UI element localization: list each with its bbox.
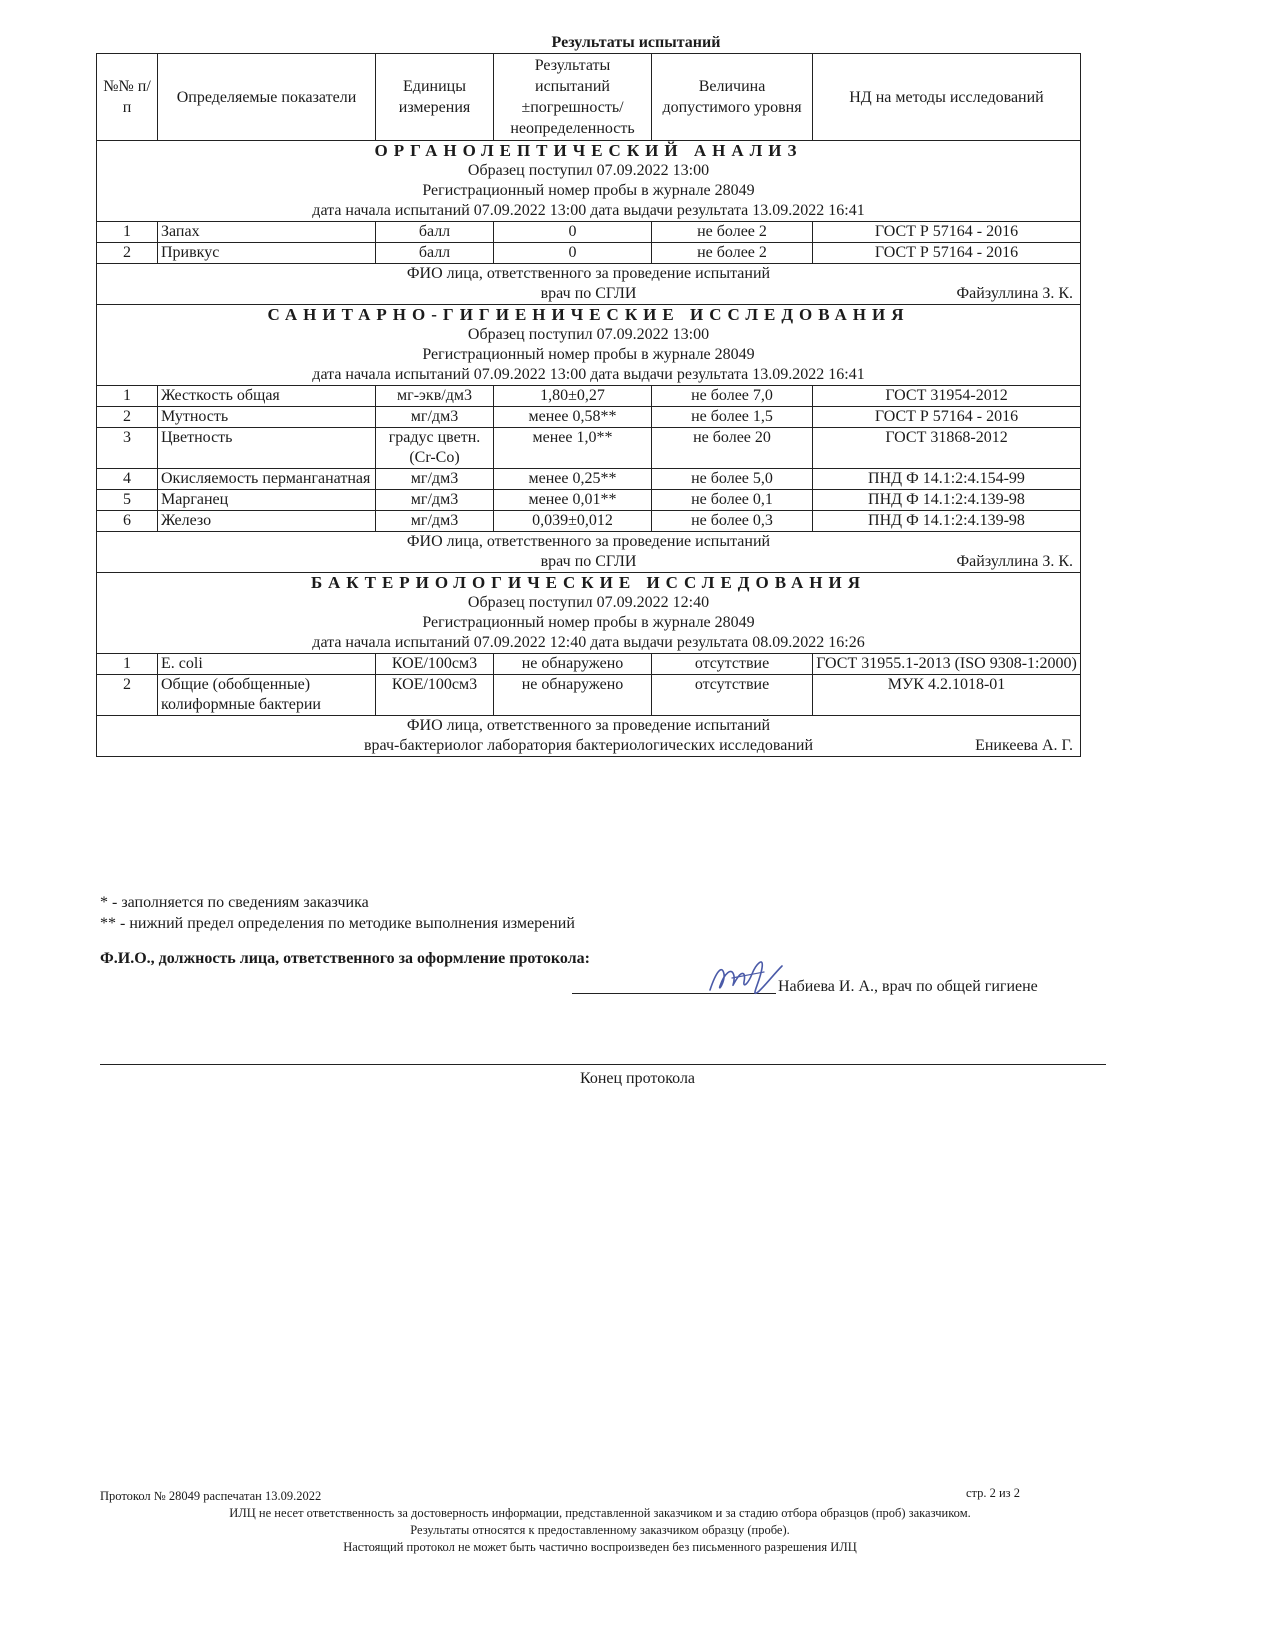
row-result: менее 1,0** — [494, 428, 652, 469]
row-limit: не более 1,5 — [652, 407, 813, 428]
test-dates: дата начала испытаний 07.09.2022 13:00 дата выдачи результата 13.09.2022 16:41 — [312, 202, 865, 219]
row-num: 2 — [97, 675, 158, 716]
row-method: ГОСТ 31954-2012 — [813, 386, 1081, 407]
page-footer — [100, 1488, 1100, 1556]
table-row — [97, 428, 1081, 469]
end-of-protocol: Конец протокола — [579, 1070, 696, 1087]
responsible-label: ФИО лица, ответственного за проведение испытаний — [406, 533, 771, 550]
table-row — [97, 243, 1081, 264]
row-result: менее 0,01** — [494, 490, 652, 511]
section-title: САНИТАРНО-ГИГИЕНИЧЕСКИЕ ИССЛЕДОВАНИЯ — [267, 305, 910, 324]
disclaimer-reproduction: Настоящий протокол не может быть частично воспроизведен без письменного разрешения ИЛЦ — [343, 1540, 857, 1554]
section-bacteriological — [97, 573, 1081, 757]
page-number: стр. 2 из 2 — [965, 1486, 1020, 1500]
protocol-printed: Протокол № 28049 распечатан 13.09.2022 — [100, 1489, 322, 1503]
row-num: 1 — [97, 222, 158, 243]
row-unit: балл — [376, 243, 494, 264]
row-num: 1 — [97, 654, 158, 675]
row-method: МУК 4.2.1018-01 — [813, 675, 1081, 716]
row-method: ПНД Ф 14.1:2:4.139-98 — [813, 490, 1081, 511]
header-units: Единицы измерения — [376, 54, 494, 141]
row-result: 1,80±0,27 — [494, 386, 652, 407]
section-sanitary — [97, 305, 1081, 573]
registration-number: Регистрационный номер пробы в журнале 28049 — [422, 614, 755, 631]
table-row — [97, 222, 1081, 243]
table-row — [97, 654, 1081, 675]
row-indicator: Марганец — [158, 490, 376, 511]
responsible-label: ФИО лица, ответственного за проведение испытаний — [406, 717, 771, 734]
responsible-position: врач по СГЛИ — [540, 553, 637, 570]
section-title: БАКТЕРИОЛОГИЧЕСКИЕ ИССЛЕДОВАНИЯ — [311, 573, 866, 592]
row-method: ПНД Ф 14.1:2:4.154-99 — [813, 469, 1081, 490]
responsible-row — [97, 264, 1081, 305]
table-row — [97, 490, 1081, 511]
table-row — [97, 675, 1081, 716]
row-num: 4 — [97, 469, 158, 490]
table-row — [97, 511, 1081, 532]
row-limit: не более 0,1 — [652, 490, 813, 511]
row-result: менее 0,58** — [494, 407, 652, 428]
row-limit: не более 2 — [652, 243, 813, 264]
row-num: 1 — [97, 386, 158, 407]
document-title: Результаты испытаний — [551, 34, 721, 51]
test-dates: дата начала испытаний 07.09.2022 13:00 дата выдачи результата 13.09.2022 16:41 — [312, 366, 865, 383]
row-indicator: Жесткость общая — [158, 386, 376, 407]
row-method: ГОСТ 31868-2012 — [813, 428, 1081, 469]
row-indicator: Цветность — [158, 428, 376, 469]
responsible-position: врач-бактериолог лаборатория бактериологических исследований — [363, 737, 814, 754]
row-unit: мг/дм3 — [376, 511, 494, 532]
row-indicator: Железо — [158, 511, 376, 532]
footnote-detection-limit: ** - нижний предел определения по методике выполнения измерений — [100, 915, 575, 932]
sample-received: Образец поступил 07.09.2022 12:40 — [467, 594, 710, 611]
row-method: ГОСТ Р 57164 - 2016 — [813, 222, 1081, 243]
row-unit: КОЕ/100см3 — [376, 654, 494, 675]
footnote-customer: * - заполняется по сведениям заказчика — [100, 894, 369, 911]
responsible-label: ФИО лица, ответственного за проведение испытаний — [406, 265, 771, 282]
row-indicator: Окисляемость перманганатная — [158, 469, 376, 490]
row-unit: балл — [376, 222, 494, 243]
row-unit: мг/дм3 — [376, 490, 494, 511]
protocol-responsible-label: Ф.И.О., должность лица, ответственного за оформление протокола: — [100, 950, 590, 967]
row-indicator: E. coli — [158, 654, 376, 675]
registration-number: Регистрационный номер пробы в журнале 28049 — [422, 182, 755, 199]
section-organoleptic — [97, 141, 1081, 305]
header-allowed: Величина допустимого уровня — [652, 54, 813, 141]
row-result: 0,039±0,012 — [494, 511, 652, 532]
row-unit: мг/дм3 — [376, 469, 494, 490]
row-num: 5 — [97, 490, 158, 511]
registration-number: Регистрационный номер пробы в журнале 28049 — [422, 346, 755, 363]
disclaimer-results: Результаты относятся к предоставленному заказчиком образцу (пробе). — [410, 1523, 790, 1537]
footnotes — [100, 892, 575, 934]
sample-received: Образец поступил 07.09.2022 13:00 — [467, 162, 710, 179]
row-limit: не более 20 — [652, 428, 813, 469]
responsible-row — [97, 532, 1081, 573]
row-method: ПНД Ф 14.1:2:4.139-98 — [813, 511, 1081, 532]
results-table — [96, 53, 1081, 757]
row-result: 0 — [494, 222, 652, 243]
row-result: не обнаружено — [494, 654, 652, 675]
disclaimer-responsibility: ИЛЦ не несет ответственность за достоверность информации, представленной заказчиком и за стадию отбора образцов (проб) заказчиком. — [229, 1506, 971, 1520]
row-unit: мг/дм3 — [376, 407, 494, 428]
row-indicator: Мутность — [158, 407, 376, 428]
row-limit: не более 5,0 — [652, 469, 813, 490]
row-result: не обнаружено — [494, 675, 652, 716]
signature-name: Набиева И. А., врач по общей гигиене — [778, 978, 1038, 995]
row-num: 2 — [97, 243, 158, 264]
table-row — [97, 386, 1081, 407]
responsible-person: Файзуллина З. К. — [956, 285, 1073, 302]
row-limit: не более 7,0 — [652, 386, 813, 407]
signature-block — [572, 960, 1102, 1000]
row-limit: не более 0,3 — [652, 511, 813, 532]
row-result: 0 — [494, 243, 652, 264]
row-limit: отсутствие — [652, 675, 813, 716]
header-num: №№ п/п — [97, 54, 158, 141]
row-method: ГОСТ Р 57164 - 2016 — [813, 407, 1081, 428]
table-header-row — [97, 54, 1081, 141]
responsible-row — [97, 716, 1081, 757]
responsible-person: Еникеева А. Г. — [975, 737, 1073, 754]
row-result: менее 0,25** — [494, 469, 652, 490]
row-num: 6 — [97, 511, 158, 532]
divider — [100, 1064, 1106, 1065]
row-unit: КОЕ/100см3 — [376, 675, 494, 716]
row-limit: не более 2 — [652, 222, 813, 243]
table-row — [97, 407, 1081, 428]
row-unit: мг-экв/дм3 — [376, 386, 494, 407]
header-indicator: Определяемые показатели — [158, 54, 376, 141]
row-indicator: Запах — [158, 222, 376, 243]
sample-received: Образец поступил 07.09.2022 13:00 — [467, 326, 710, 343]
responsible-position: врач по СГЛИ — [540, 285, 637, 302]
header-result: Результаты испытаний ±погрешность/ неопределенность — [494, 54, 652, 141]
row-method: ГОСТ Р 57164 - 2016 — [813, 243, 1081, 264]
row-limit: отсутствие — [652, 654, 813, 675]
row-method: ГОСТ 31955.1-2013 (ISO 9308-1:2000) — [813, 654, 1081, 675]
row-indicator: Привкус — [158, 243, 376, 264]
row-num: 3 — [97, 428, 158, 469]
test-dates: дата начала испытаний 07.09.2022 12:40 дата выдачи результата 08.09.2022 16:26 — [312, 634, 865, 651]
row-unit: градус цветн.(Cr-Co) — [376, 428, 494, 469]
responsible-person: Файзуллина З. К. — [956, 553, 1073, 570]
row-num: 2 — [97, 407, 158, 428]
header-method: НД на методы исследований — [813, 54, 1081, 141]
section-title: ОРГАНОЛЕПТИЧЕСКИЙ АНАЛИЗ — [374, 141, 803, 160]
row-indicator: Общие (обобщенные) колиформные бактерии — [158, 675, 376, 716]
table-row — [97, 469, 1081, 490]
